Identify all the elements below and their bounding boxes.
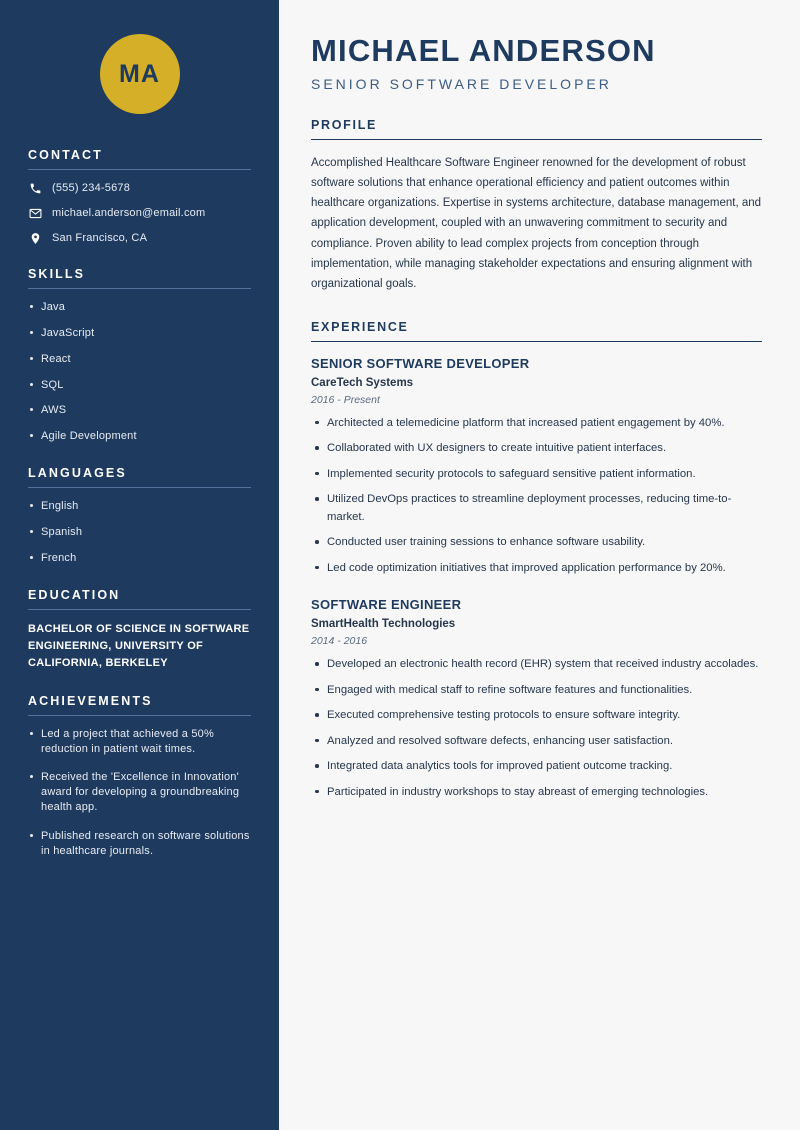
list-item: Received the 'Excellence in Innovation' award for developing a groundbreaking health app. <box>28 770 251 815</box>
list-item: English <box>28 499 251 514</box>
experience-company: CareTech Systems <box>311 376 414 389</box>
achievements-heading: ACHIEVEMENTS <box>28 694 251 716</box>
contact-heading: CONTACT <box>28 148 251 170</box>
avatar: MA <box>100 34 180 114</box>
main-content <box>279 0 800 1130</box>
profile-heading: PROFILE <box>311 118 762 140</box>
experience-item <box>311 356 762 578</box>
education-section <box>28 588 251 672</box>
education-heading: EDUCATION <box>28 588 251 610</box>
list-item: React <box>28 352 251 367</box>
list-item: Developed an electronic health record (EHR) system that received industry accolades. <box>311 656 762 674</box>
list-item: French <box>28 551 251 566</box>
education-item: BACHELOR OF SCIENCE IN SOFTWARE ENGINEERING, UNIVERSITY OF CALIFORNIA, BERKELEY <box>28 622 250 669</box>
experience-company: SmartHealth Technologies <box>311 618 456 631</box>
languages-list <box>28 499 251 566</box>
list-item: Executed comprehensive testing protocols to ensure software integrity. <box>311 707 762 725</box>
list-item: Architected a telemedicine platform that increased patient engagement by 40%. <box>311 415 762 433</box>
experience-dates: 2014 - 2016 <box>311 635 368 648</box>
list-item: AWS <box>28 403 251 418</box>
list-item: Participated in industry workshops to stay abreast of emerging technologies. <box>311 784 762 802</box>
skills-heading: SKILLS <box>28 267 251 289</box>
job-role-subtitle: SENIOR SOFTWARE DEVELOPER <box>311 76 612 93</box>
list-item: Utilized DevOps practices to streamline deployment processes, reducing time-to-market. <box>311 491 762 526</box>
languages-section <box>28 466 251 566</box>
list-item: Engaged with medical staff to refine software features and functionalities. <box>311 682 762 700</box>
email-icon <box>28 206 42 220</box>
list-item: Java <box>28 300 251 315</box>
experience-bullets <box>311 415 762 578</box>
experience-heading: EXPERIENCE <box>311 320 762 342</box>
achievements-list <box>28 727 251 859</box>
list-item: JavaScript <box>28 326 251 341</box>
list-item: Implemented security protocols to safeguard sensitive patient information. <box>311 466 762 484</box>
contact-location-value: San Francisco, CA <box>52 232 148 244</box>
list-item: Led code optimization initiatives that improved application performance by 20%. <box>311 560 762 578</box>
location-pin-icon <box>28 231 42 245</box>
skills-list <box>28 300 251 444</box>
page-title: MICHAEL ANDERSON <box>311 33 656 68</box>
experience-title: SOFTWARE ENGINEER <box>311 597 462 613</box>
contact-location <box>28 231 251 245</box>
list-item: Collaborated with UX designers to create intuitive patient interfaces. <box>311 440 762 458</box>
contact-email <box>28 206 251 220</box>
experience-title: SENIOR SOFTWARE DEVELOPER <box>311 355 530 371</box>
experience-item <box>311 597 762 801</box>
profile-text: Accomplished Healthcare Software Engineer renowned for the development of robust software solutions that enhance operational efficiency and patient outcomes within healthcare organizations. Expertise in systems architecture, database management, and application development, coupled with an unwavering commitment to security and compliance. Proven ability to lead complex projects from conception through implementation, while managing stakeholder expectations and ensuring alignment with organizational goals. <box>311 157 762 290</box>
contact-phone-value: (555) 234-5678 <box>52 182 131 194</box>
phone-icon <box>28 181 42 195</box>
sidebar <box>0 0 279 1130</box>
list-item: Led a project that achieved a 50% reduction in patient wait times. <box>28 727 251 757</box>
contact-section <box>28 148 251 245</box>
contact-email-value: michael.anderson@email.com <box>52 207 206 219</box>
contact-phone <box>28 181 251 195</box>
list-item: Analyzed and resolved software defects, enhancing user satisfaction. <box>311 733 762 751</box>
list-item: Integrated data analytics tools for improved patient outcome tracking. <box>311 758 762 776</box>
list-item: SQL <box>28 378 251 393</box>
languages-heading: LANGUAGES <box>28 466 251 488</box>
list-item: Published research on software solutions in healthcare journals. <box>28 829 251 859</box>
list-item: Spanish <box>28 525 251 540</box>
avatar-container <box>28 0 251 148</box>
list-item: Agile Development <box>28 429 251 444</box>
achievements-section <box>28 694 251 859</box>
skills-section <box>28 267 251 444</box>
experience-bullets <box>311 656 762 801</box>
experience-dates: 2016 - Present <box>311 393 380 406</box>
list-item: Conducted user training sessions to enhance software usability. <box>311 534 762 552</box>
